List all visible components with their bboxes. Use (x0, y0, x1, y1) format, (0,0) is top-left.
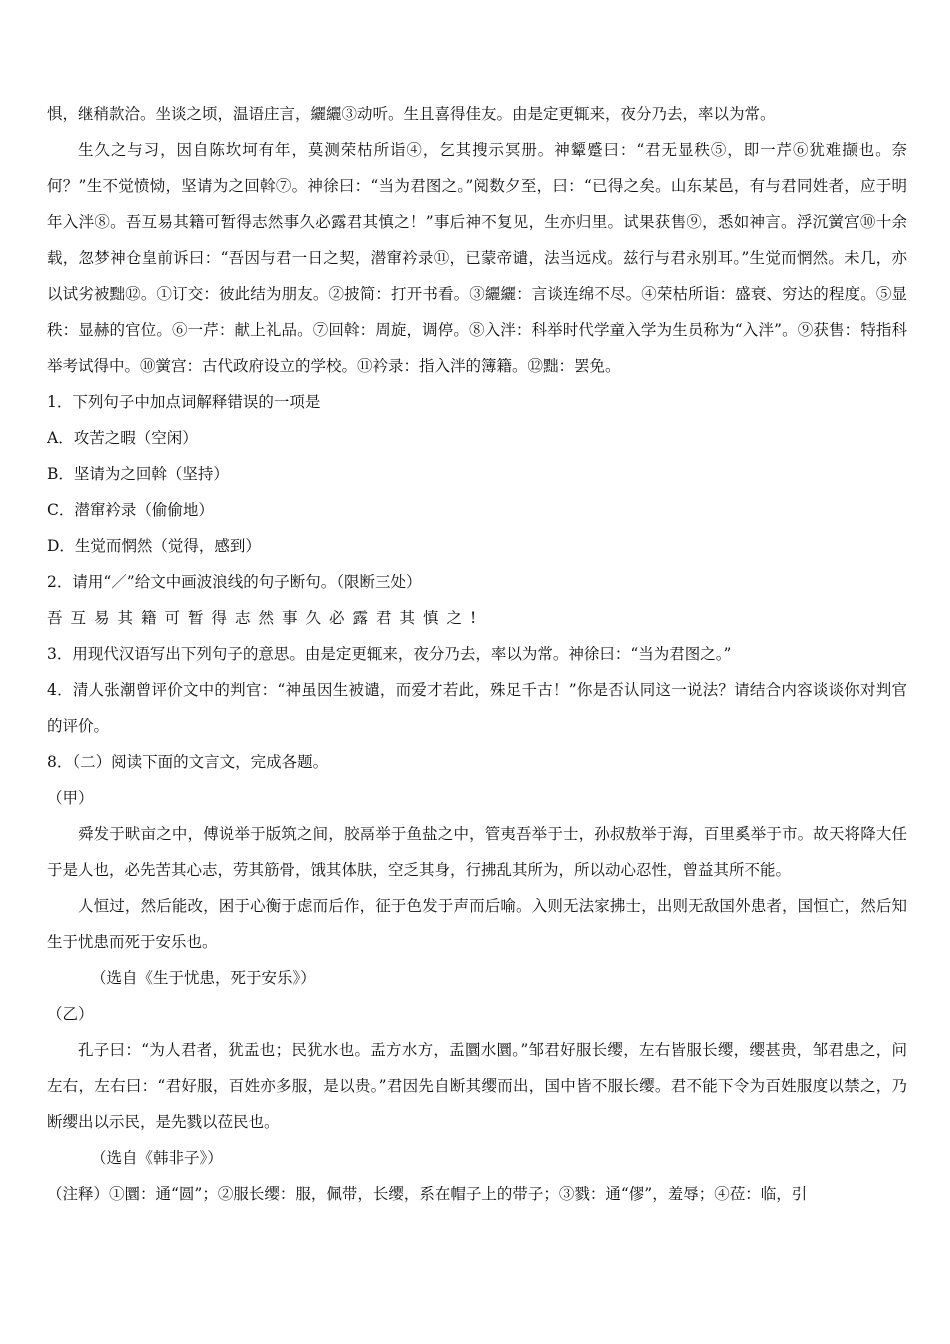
question-1: 1．下列句子中加点词解释错误的一项是 (47, 393, 321, 411)
text-yi-paragraph-1: 孔子曰：“为人君者，犹盂也；民犹水也。盂方水方，盂圜水圜。”邹君好服长缨，左右皆服长缨，缨甚贵，邹君患之，问左右，左右曰：“君好服，百姓亦多服，是以贵。”君因先自断其缨而出，国中皆不服长缨。君不能下令为百姓服度以禁之，乃断缨出以示民，是先戮以莅民也。 (47, 1041, 907, 1131)
text-jia-label: （甲） (47, 789, 94, 807)
text-jia-source: （选自《生于忧患，死于安乐》） (91, 969, 316, 987)
question-2-sentence: 吾互易其籍可暂得志然事久必露君其慎之! (47, 609, 485, 627)
text-yi-source: （选自《韩非子》） (91, 1149, 223, 1167)
annotations: （注释）①圜：通“圆”；②服长缨：服，佩带，长缨，系在帽子上的带子；③戮：通“僇”，羞辱；④莅：临，引 (47, 1185, 808, 1203)
text-jia-paragraph-2: 人恒过，然后能改，困于心衡于虑而后作，征于色发于声而后喻。入则无法家拂士，出则无敌国外患者，国恒亡，然后知生于忧患而死于安乐也。 (47, 897, 907, 951)
question-3: 3．用现代汉语写出下列句子的意思。由是定更辄来，夜分乃去，率以为常。神徐曰：“当为君图之。” (47, 645, 732, 663)
question-8-heading: 8．（二）阅读下面的文言文，完成各题。 (47, 753, 329, 771)
text-yi-label: （乙） (47, 1005, 94, 1023)
question-1-option-b: B．坚请为之回斡（坚持） (47, 465, 229, 483)
question-1-option-d: D．生觉而惘然（觉得，感到） (47, 537, 261, 555)
question-1-option-c: C．潜窜衿录（偷偷地） (47, 501, 214, 519)
question-2: 2．请用“／”给文中画波浪线的句子断句。（限断三处） (47, 573, 422, 591)
question-4: 4．清人张潮曾评价文中的判官：“神虽因生被谴，而爱才若此，殊足千古！”你是否认同这一说法？请结合内容谈谈你对判官的评价。 (47, 681, 907, 735)
text-jia-paragraph-1: 舜发于畎亩之中，傅说举于版筑之间，胶鬲举于鱼盐之中，管夷吾举于士，孙叔敖举于海，百里奚举于市。故天将降大任于是人也，必先苦其心志，劳其筋骨，饿其体肤，空乏其身，行拂乱其所为，所以动心忍性，曾益其所不能。 (47, 825, 907, 879)
passage-a-paragraph-1: 惧，继稍款洽。坐谈之顷，温语庄言，纚纚③动听。生且喜得佳友。由是定更辄来，夜分乃去，率以为常。 (47, 105, 776, 123)
question-1-option-a: A．攻苦之暇（空闲） (47, 429, 198, 447)
document-page (47, 96, 907, 1212)
passage-a-paragraph-2: 生久之与习，因自陈坎坷有年，莫测荣枯所诣④，乞其搜示冥册。神颦蹙曰：“君无显秩⑤，即一芹⑥犹难撷也。奈何？”生不觉愤恸，坚请为之回斡⑦。神徐曰：“当为君图之。”阅数夕至，曰：“已得之矣。山东某邑，有与君同姓者，应于明年入泮⑧。吾互易其籍可暂得志然事久必露君其慎之！”事后神不复见，生亦归里。试果获售⑨，悉如神言。浮沉黉宫⑩十余载，忽梦神仓皇前诉曰：“吾因与君一日之契，潜窜衿录⑪，已蒙帝谴，法当远戍。兹行与君永别耳。”生觉而惘然。未几，亦以试劣被黜⑫。①订交：彼此结为朋友。②披简：打开书看。③纚纚：言谈连绵不尽。④荣枯所诣：盛衰、穷达的程度。⑤显秩：显赫的官位。⑥一芹：献上礼品。⑦回斡：周旋，调停。⑧入泮：科举时代学童入学为生员称为“入泮”。⑨获售：特指科举考试得中。⑩黉宫：古代政府设立的学校。⑪衿录：指入泮的簿籍。⑫黜：罢免。 (47, 141, 907, 375)
